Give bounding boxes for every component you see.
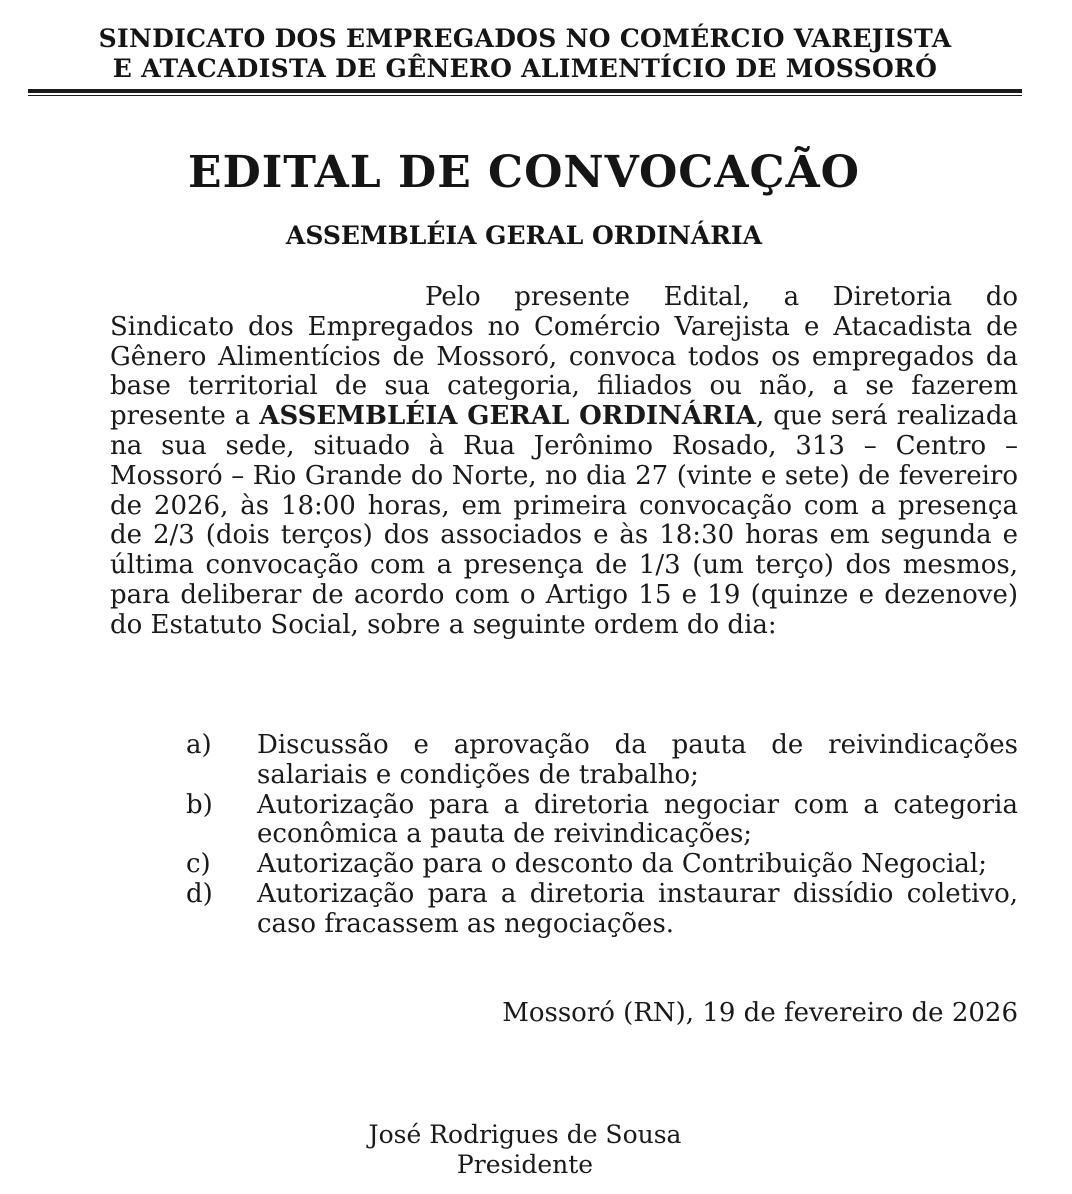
paragraph-text-part-1: Pelo presente Edital, a Diretoria do Sindicato dos Empregados no Comércio Varejista e Atacadista de Gênero Alimentícios de Mossoró, convoca todos os empregados da base territorial de sua categoria, filiados ou não, a se fazerem presente a — [110, 282, 1018, 432]
paragraph-text-part-2: , que será realizada na sua sede, situado à Rua Jerônimo Rosado, 313 – Centro – Mossoró – Rio Grande do Norte, no dia 27 (vinte e sete) de fevereiro de 2026, às 18:00 horas, em primeira convocação com a presença de 2/3 (dois terços) dos associados e às 18:30 horas em segunda e última convocação com a presença de 1/3 (um terço) dos mesmos, para deliberar de acordo com o Artigo 15 e 19 (quinze e dezenove) do Estatuto Social, sobre a seguinte ordem do dia: — [110, 401, 1018, 640]
paragraph-bold-assembly: ASSEMBLÉIA GERAL ORDINÁRIA — [259, 401, 756, 432]
agenda-item — [186, 880, 1018, 940]
agenda-list — [186, 731, 1018, 940]
agenda-item-text: Discussão e aprovação da pauta de reivindicações salariais e condições de trabalho; — [257, 730, 1018, 790]
union-name-line-1: SINDICATO DOS EMPREGADOS NO COMÉRCIO VAREJISTA — [98, 24, 952, 53]
signature-block — [300, 1120, 750, 1180]
union-name-line-2: E ATACADISTA DE GÊNERO ALIMENTÍCIO DE MOSSORÓ — [112, 54, 938, 83]
agenda-item-text: Autorização para a diretoria negociar com a categoria econômica a pauta de reivindicações; — [257, 789, 1018, 850]
agenda-item-letter: d) — [186, 878, 213, 909]
agenda-item — [186, 850, 1018, 880]
signatory-role: Presidente — [456, 1150, 594, 1179]
agenda-item-text: Autorização para o desconto da Contribuição Negocial; — [257, 849, 987, 880]
document-title: EDITAL DE CONVOCAÇÃO — [188, 147, 860, 198]
agenda-item-letter: b) — [186, 789, 213, 820]
header-divider-thin — [28, 95, 1022, 96]
document-subtitle: ASSEMBLÉIA GERAL ORDINÁRIA — [285, 221, 763, 250]
agenda-item — [186, 791, 1018, 851]
convocation-paragraph — [110, 283, 1018, 641]
signatory-name: José Rodrigues de Sousa — [368, 1120, 682, 1149]
agenda-item-text: Autorização para a diretoria instaurar dissídio coletivo, caso fracassem as negociações. — [257, 878, 1018, 939]
header-divider-thick — [28, 89, 1022, 93]
agenda-item-letter: a) — [186, 730, 212, 760]
agenda-item-letter: c) — [186, 849, 211, 880]
agenda-item — [186, 731, 1018, 791]
union-header — [28, 24, 1022, 84]
place-and-date: Mossoró (RN), 19 de fevereiro de 2026 — [502, 998, 1018, 1028]
